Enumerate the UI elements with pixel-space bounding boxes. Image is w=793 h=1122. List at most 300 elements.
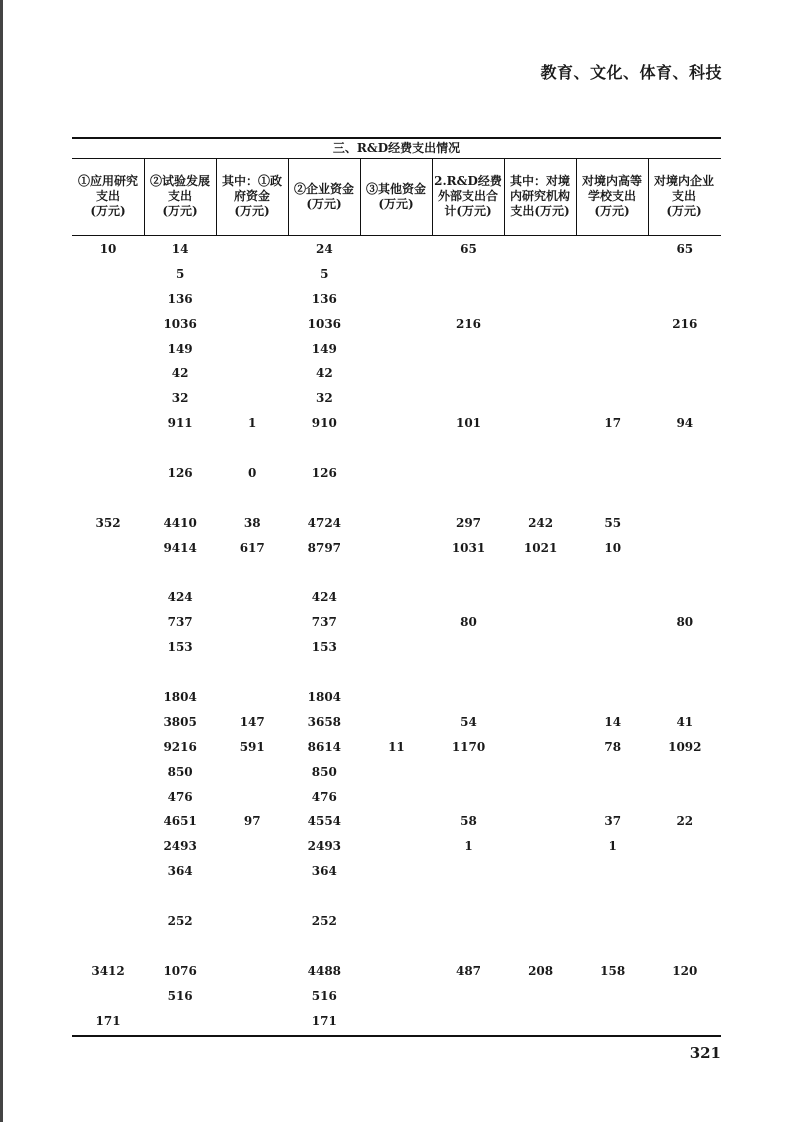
column-header-line: ②试验发展 bbox=[149, 174, 210, 188]
table-cell: 4554 bbox=[307, 814, 342, 829]
table-cell: 476 bbox=[311, 789, 337, 804]
table-cell bbox=[72, 536, 144, 561]
table-cell bbox=[649, 386, 721, 411]
table-cell: 11 bbox=[388, 739, 405, 754]
table-cell: 2493 bbox=[307, 839, 342, 854]
table-cell bbox=[360, 312, 432, 337]
table-row bbox=[72, 984, 721, 1009]
column-header-line: 支出 bbox=[671, 189, 696, 203]
table-cell bbox=[360, 1009, 432, 1034]
column-header-line: 2.R&D经费 bbox=[434, 174, 502, 188]
table-cell: 149 bbox=[311, 341, 337, 356]
column-header-line: (万元) bbox=[666, 204, 702, 218]
table-cell bbox=[72, 411, 144, 436]
table-cell bbox=[505, 809, 577, 834]
table-row bbox=[72, 262, 721, 287]
table-cell bbox=[432, 337, 504, 362]
table-row bbox=[72, 959, 721, 984]
page-number: 321 bbox=[689, 1044, 721, 1062]
table-cell: 516 bbox=[311, 988, 337, 1003]
table-cell bbox=[360, 785, 432, 810]
table-cell bbox=[505, 635, 577, 660]
table-cell bbox=[360, 635, 432, 660]
table-cell bbox=[649, 834, 721, 859]
table-cell: 1804 bbox=[163, 690, 197, 705]
table-cell bbox=[216, 561, 288, 586]
table-cell bbox=[144, 486, 216, 511]
table-cell bbox=[216, 660, 288, 685]
table-cell bbox=[216, 436, 288, 461]
table-cell bbox=[72, 312, 144, 337]
table-cell: 42 bbox=[315, 366, 333, 381]
table-cell bbox=[577, 635, 649, 660]
column-header-enterprise-funds bbox=[288, 182, 360, 212]
table-cell bbox=[432, 685, 504, 710]
table-cell: 120 bbox=[672, 963, 698, 978]
table-row bbox=[72, 461, 721, 486]
table-cell bbox=[288, 486, 360, 511]
table-cell bbox=[360, 386, 432, 411]
table-cell bbox=[432, 386, 504, 411]
table-cell: 4488 bbox=[307, 963, 342, 978]
table-cell bbox=[216, 287, 288, 312]
table-cell: 42 bbox=[171, 366, 189, 381]
table-cell: 1031 bbox=[451, 540, 486, 555]
table-cell bbox=[649, 461, 721, 486]
table-cell bbox=[360, 934, 432, 959]
table-cell bbox=[216, 361, 288, 386]
table-cell bbox=[432, 561, 504, 586]
table-cell bbox=[216, 934, 288, 959]
table-cell: 617 bbox=[239, 540, 265, 555]
column-header-line: (万元) bbox=[162, 204, 198, 218]
table-cell bbox=[505, 287, 577, 312]
table-cell bbox=[360, 660, 432, 685]
table-cell: 9216 bbox=[163, 739, 197, 754]
column-header-experimental-development bbox=[144, 174, 216, 219]
table-cell bbox=[577, 685, 649, 710]
table-cell bbox=[216, 337, 288, 362]
table-row bbox=[72, 486, 721, 511]
table-row bbox=[72, 635, 721, 660]
table-cell bbox=[432, 635, 504, 660]
table-cell: 136 bbox=[311, 291, 337, 306]
table-cell bbox=[432, 461, 504, 486]
table-cell: 38 bbox=[243, 515, 261, 530]
column-header-line: 外部支出合 bbox=[437, 189, 498, 203]
table-cell bbox=[649, 635, 721, 660]
table-cell: 149 bbox=[167, 341, 193, 356]
table-row bbox=[72, 660, 721, 685]
table-cell bbox=[505, 859, 577, 884]
table-cell bbox=[505, 561, 577, 586]
table-cell bbox=[144, 660, 216, 685]
table-cell bbox=[360, 561, 432, 586]
table-cell bbox=[577, 361, 649, 386]
table-cell: 424 bbox=[167, 590, 193, 605]
column-header-line: 支出(万元) bbox=[510, 204, 570, 218]
table-row bbox=[72, 785, 721, 810]
table-cell: 147 bbox=[239, 714, 265, 729]
table-cell: 3805 bbox=[163, 714, 197, 729]
table-cell bbox=[649, 859, 721, 884]
table-cell bbox=[505, 1009, 577, 1034]
table-cell bbox=[505, 361, 577, 386]
table-cell: 55 bbox=[604, 515, 622, 530]
table-cell: 9414 bbox=[163, 540, 197, 555]
table-cell bbox=[72, 262, 144, 287]
table-cell: 65 bbox=[460, 242, 477, 256]
section-title-rule bbox=[72, 158, 721, 159]
table-row bbox=[72, 685, 721, 710]
table-row bbox=[72, 287, 721, 312]
table-cell bbox=[144, 561, 216, 586]
table-cell: 4724 bbox=[307, 515, 342, 530]
table-cell bbox=[649, 785, 721, 810]
table-cell bbox=[432, 934, 504, 959]
table-cell bbox=[72, 760, 144, 785]
table-cell: 1 bbox=[608, 839, 617, 854]
table-cell: 737 bbox=[167, 615, 193, 630]
table-cell: 4651 bbox=[163, 814, 197, 829]
table-cell bbox=[72, 685, 144, 710]
table-cell bbox=[360, 511, 432, 536]
table-cell bbox=[360, 337, 432, 362]
table-cell bbox=[216, 610, 288, 635]
table-cell bbox=[432, 909, 504, 934]
table-cell: 153 bbox=[167, 640, 193, 655]
column-header-line: (万元) bbox=[594, 204, 630, 218]
table-cell bbox=[72, 436, 144, 461]
table-cell: 1 bbox=[248, 416, 257, 431]
table-cell bbox=[432, 436, 504, 461]
table-cell bbox=[216, 486, 288, 511]
column-header-line: 府资金 bbox=[233, 189, 270, 203]
table-cell bbox=[505, 984, 577, 1009]
table-cell bbox=[360, 984, 432, 1009]
table-cell bbox=[360, 461, 432, 486]
table-cell bbox=[505, 934, 577, 959]
page-left-edge bbox=[0, 0, 3, 1122]
table-cell: 5 bbox=[320, 266, 329, 281]
table-cell bbox=[72, 386, 144, 411]
table-cell: 364 bbox=[311, 864, 337, 879]
table-cell bbox=[216, 834, 288, 859]
table-cell: 54 bbox=[460, 714, 477, 729]
table-cell bbox=[432, 1009, 504, 1034]
table-cell bbox=[649, 884, 721, 909]
table-cell bbox=[216, 785, 288, 810]
table-cell bbox=[505, 685, 577, 710]
table-cell: 737 bbox=[311, 615, 337, 630]
table-cell: 37 bbox=[604, 814, 622, 829]
table-cell: 516 bbox=[167, 988, 193, 1003]
table-cell bbox=[649, 685, 721, 710]
table-cell bbox=[72, 486, 144, 511]
table-cell bbox=[577, 287, 649, 312]
table-cell bbox=[649, 287, 721, 312]
table-cell bbox=[577, 909, 649, 934]
table-cell: 58 bbox=[460, 814, 477, 829]
table-cell bbox=[649, 361, 721, 386]
table-cell bbox=[72, 287, 144, 312]
table-cell: 1092 bbox=[668, 739, 702, 754]
table-cell bbox=[649, 909, 721, 934]
column-header-enterprises bbox=[648, 174, 720, 219]
table-cell bbox=[505, 735, 577, 760]
table-cell bbox=[216, 685, 288, 710]
table-cell: 591 bbox=[239, 739, 265, 754]
table-cell bbox=[360, 809, 432, 834]
table-cell: 1021 bbox=[523, 540, 558, 555]
table-cell bbox=[432, 660, 504, 685]
table-bottom-rule bbox=[72, 1035, 721, 1037]
table-cell: 171 bbox=[95, 1013, 121, 1028]
table-cell bbox=[649, 585, 721, 610]
table-cell bbox=[577, 1009, 649, 1034]
section-title: 三、R&D经费支出情况 bbox=[332, 141, 461, 155]
table-cell: 10 bbox=[99, 242, 117, 256]
table-cell bbox=[577, 486, 649, 511]
table-cell bbox=[505, 660, 577, 685]
table-cell bbox=[432, 984, 504, 1009]
table-cell: 1036 bbox=[163, 316, 197, 331]
table-cell bbox=[432, 785, 504, 810]
table-cell bbox=[649, 337, 721, 362]
table-row bbox=[72, 511, 721, 536]
table-cell bbox=[432, 859, 504, 884]
table-cell: 1036 bbox=[307, 316, 342, 331]
table-cell bbox=[577, 461, 649, 486]
table-cell: 14 bbox=[604, 714, 622, 729]
column-header-applied-research bbox=[72, 174, 144, 219]
table-cell bbox=[360, 834, 432, 859]
table-cell bbox=[505, 386, 577, 411]
table-cell bbox=[72, 735, 144, 760]
table-cell: 476 bbox=[167, 789, 193, 804]
table-cell: 1076 bbox=[163, 963, 197, 978]
table-cell bbox=[216, 635, 288, 660]
table-cell bbox=[649, 1009, 721, 1034]
table-cell: 424 bbox=[311, 590, 337, 605]
table-cell bbox=[72, 710, 144, 735]
table-cell bbox=[577, 337, 649, 362]
table-cell: 1804 bbox=[307, 690, 342, 705]
table-cell bbox=[505, 436, 577, 461]
column-header-line: (万元) bbox=[306, 197, 342, 211]
table-cell bbox=[72, 660, 144, 685]
table-cell bbox=[577, 262, 649, 287]
table-cell bbox=[72, 635, 144, 660]
table-row bbox=[72, 760, 721, 785]
column-header-line: 其中：①政 bbox=[221, 174, 282, 188]
table-cell bbox=[432, 585, 504, 610]
table-row bbox=[72, 386, 721, 411]
column-header-line: (万元) bbox=[234, 204, 270, 218]
column-header-line: ①应用研究 bbox=[77, 174, 138, 188]
table-cell bbox=[72, 337, 144, 362]
table-cell bbox=[432, 486, 504, 511]
table-row bbox=[72, 361, 721, 386]
table-cell bbox=[360, 536, 432, 561]
table-body bbox=[72, 237, 721, 1034]
table-cell bbox=[360, 859, 432, 884]
table-cell bbox=[216, 237, 288, 262]
table-cell bbox=[216, 585, 288, 610]
table-cell bbox=[360, 262, 432, 287]
table-cell: 65 bbox=[676, 242, 694, 256]
table-cell bbox=[577, 312, 649, 337]
table-cell: 2493 bbox=[163, 839, 197, 854]
table-cell bbox=[649, 262, 721, 287]
table-cell bbox=[432, 361, 504, 386]
running-header-title: 教育、文化、体育、科技 bbox=[540, 63, 722, 82]
table-cell bbox=[649, 486, 721, 511]
table-cell: 97 bbox=[243, 814, 261, 829]
table-cell: 8797 bbox=[307, 540, 342, 555]
table-cell bbox=[72, 834, 144, 859]
table-cell bbox=[505, 585, 577, 610]
table-cell bbox=[649, 436, 721, 461]
table-cell: 487 bbox=[455, 963, 482, 978]
table-cell bbox=[144, 436, 216, 461]
table-row bbox=[72, 934, 721, 959]
table-row bbox=[72, 585, 721, 610]
table-cell: 911 bbox=[167, 416, 193, 431]
table-cell bbox=[649, 660, 721, 685]
table-cell bbox=[72, 909, 144, 934]
table-cell bbox=[432, 287, 504, 312]
column-header-line: 学校支出 bbox=[587, 189, 636, 203]
table-cell bbox=[505, 312, 577, 337]
table-cell bbox=[577, 934, 649, 959]
table-cell bbox=[505, 337, 577, 362]
table-cell: 850 bbox=[167, 764, 193, 779]
table-cell bbox=[216, 909, 288, 934]
table-cell bbox=[505, 785, 577, 810]
table-cell bbox=[216, 959, 288, 984]
table-cell bbox=[144, 934, 216, 959]
table-cell bbox=[649, 536, 721, 561]
table-cell bbox=[577, 561, 649, 586]
table-cell: 252 bbox=[167, 914, 193, 929]
table-cell bbox=[360, 884, 432, 909]
table-cell: 41 bbox=[676, 714, 694, 729]
table-cell bbox=[216, 312, 288, 337]
table-row bbox=[72, 909, 721, 934]
table-cell bbox=[360, 237, 432, 262]
column-header-line: 其中：对境 bbox=[509, 174, 570, 188]
table-cell bbox=[360, 411, 432, 436]
table-cell: 242 bbox=[528, 515, 554, 530]
table-cell bbox=[360, 685, 432, 710]
table-cell bbox=[216, 760, 288, 785]
table-cell bbox=[288, 884, 360, 909]
table-cell bbox=[360, 436, 432, 461]
table-cell: 3412 bbox=[91, 963, 125, 978]
table-cell: 3658 bbox=[307, 714, 342, 729]
table-cell: 850 bbox=[311, 764, 337, 779]
table-cell bbox=[360, 585, 432, 610]
table-cell bbox=[216, 859, 288, 884]
table-cell: 101 bbox=[455, 416, 482, 431]
table-cell bbox=[288, 934, 360, 959]
table-row bbox=[72, 610, 721, 635]
table-cell: 158 bbox=[600, 963, 626, 978]
table-cell: 80 bbox=[460, 615, 477, 630]
table-cell: 216 bbox=[672, 316, 698, 331]
table-cell bbox=[505, 909, 577, 934]
table-cell: 8614 bbox=[307, 739, 342, 754]
table-cell: 297 bbox=[455, 515, 482, 530]
table-cell bbox=[72, 461, 144, 486]
table-cell: 252 bbox=[311, 914, 337, 929]
column-header-line: 内研究机构 bbox=[509, 189, 570, 203]
table-cell bbox=[649, 760, 721, 785]
table-row bbox=[72, 312, 721, 337]
column-header-research-institutions bbox=[504, 174, 576, 219]
table-cell bbox=[577, 585, 649, 610]
table-cell: 216 bbox=[455, 316, 482, 331]
table-cell: 32 bbox=[315, 391, 333, 406]
table-cell bbox=[577, 436, 649, 461]
table-cell bbox=[72, 610, 144, 635]
table-cell bbox=[505, 461, 577, 486]
table-cell bbox=[216, 984, 288, 1009]
table-cell bbox=[577, 884, 649, 909]
table-cell bbox=[432, 884, 504, 909]
table-cell bbox=[649, 984, 721, 1009]
table-cell bbox=[649, 511, 721, 536]
table-cell bbox=[649, 934, 721, 959]
column-header-line: (万元) bbox=[378, 197, 414, 211]
header-bottom-rule bbox=[72, 235, 721, 236]
column-header-line: 支出 bbox=[167, 189, 192, 203]
table-row bbox=[72, 436, 721, 461]
table-cell bbox=[360, 760, 432, 785]
table-cell bbox=[72, 361, 144, 386]
table-cell bbox=[72, 585, 144, 610]
table-row bbox=[72, 337, 721, 362]
table-cell bbox=[432, 262, 504, 287]
table-cell: 352 bbox=[95, 515, 121, 530]
column-header-line: (万元) bbox=[90, 204, 126, 218]
table-cell: 4410 bbox=[163, 515, 197, 530]
table-cell: 171 bbox=[311, 1013, 337, 1028]
table-cell: 208 bbox=[528, 963, 554, 978]
table-cell bbox=[360, 486, 432, 511]
column-header-higher-education bbox=[576, 174, 648, 219]
table-cell bbox=[360, 610, 432, 635]
table-cell bbox=[505, 710, 577, 735]
table-cell: 32 bbox=[171, 391, 189, 406]
table-cell bbox=[360, 959, 432, 984]
table-cell: 364 bbox=[167, 864, 193, 879]
table-cell bbox=[72, 859, 144, 884]
table-cell: 0 bbox=[248, 466, 257, 481]
table-cell bbox=[505, 486, 577, 511]
table-cell: 24 bbox=[315, 242, 333, 256]
table-cell: 10 bbox=[604, 540, 622, 555]
table-row bbox=[72, 735, 721, 760]
table-cell bbox=[72, 785, 144, 810]
table-cell bbox=[288, 561, 360, 586]
table-cell: 22 bbox=[676, 814, 694, 829]
table-cell: 5 bbox=[175, 266, 185, 281]
table-row bbox=[72, 834, 721, 859]
table-cell: 910 bbox=[311, 416, 337, 431]
table-cell bbox=[288, 660, 360, 685]
